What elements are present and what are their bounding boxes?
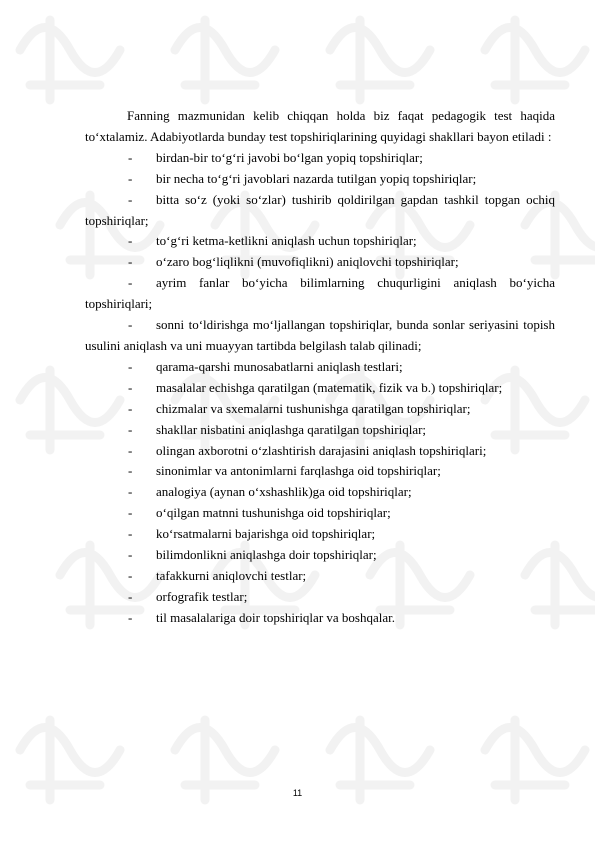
- list-item-text: shakllar nisbatini aniqlashga qaratilgan topshiriqlar;: [156, 421, 427, 437]
- list-dash: -: [128, 233, 133, 249]
- list-item-text: bitta so‘z (yoki so‘zlar) tushirib qoldirilgan gapdan tashkil topgan ochiq topshiriqlar;: [85, 191, 555, 228]
- list-item-text: chizmalar va sxemalarni tushunishga qaratilgan topshiriqlar;: [156, 400, 471, 416]
- watermark-glyph: [20, 20, 120, 100]
- list-dash: -: [128, 609, 133, 625]
- list-item-text: til masalalariga doir topshiriqlar va boshqalar.: [156, 609, 395, 625]
- list-dash: -: [128, 149, 133, 165]
- list-item-text: sinonimlar va antonimlarni farqlashga oid topshiriqlar;: [156, 463, 441, 479]
- watermark-glyph: [175, 20, 275, 100]
- list-item: [85, 608, 555, 629]
- list-item: [85, 441, 555, 462]
- list-item-text: to‘g‘ri ketma-ketlikni aniqlash uchun topshiriqlar;: [156, 233, 417, 249]
- list-item: [85, 461, 555, 482]
- list-dash: -: [128, 317, 133, 333]
- list-item: [85, 148, 555, 169]
- list-dash: -: [128, 588, 133, 604]
- list-dash: -: [128, 567, 133, 583]
- list-item-text: ayrim fanlar bo‘yicha bilimlarning chuqurligini aniqlash bo‘yicha topshiriqlari;: [85, 275, 555, 312]
- list-item: [85, 566, 555, 587]
- list-dash: -: [128, 379, 133, 395]
- list-dash: -: [128, 463, 133, 479]
- list-item: [85, 252, 555, 273]
- list-item-text: ko‘rsatmalarni bajarishga oid topshiriqlar;: [156, 526, 376, 542]
- list-item-text: masalalar echishga qaratilgan (matematik, fizik va b.) topshiriqlar;: [156, 379, 503, 395]
- list-dash: -: [128, 400, 133, 416]
- list-item-text: olingan axborotni o‘zlashtirish darajasini aniqlash topshiriqlari;: [156, 442, 487, 458]
- list-dash: -: [128, 358, 133, 374]
- list-item: [85, 273, 555, 315]
- list-item-text: birdan-bir to‘g‘ri javobi bo‘lgan yopiq topshiriqlar;: [156, 149, 423, 165]
- list-dash: -: [128, 254, 133, 270]
- list-item: [85, 399, 555, 420]
- list-item-text: tafakkurni aniqlovchi testlar;: [156, 567, 307, 583]
- list-item: [85, 587, 555, 608]
- list-item-text: sonni to‘ldirishga mo‘ljallangan topshiriqlar, bunda sonlar seriyasini topish usulini aniqlash va uni muayyan tartibda belgilash talab qilinadi;: [85, 317, 555, 353]
- list-item: [85, 524, 555, 545]
- list-dash: -: [128, 505, 133, 521]
- test-forms-list: [85, 148, 555, 629]
- list-item: [85, 357, 555, 378]
- list-item: [85, 378, 555, 399]
- list-dash: -: [128, 484, 133, 500]
- list-item-text: o‘qilgan matnni tushunishga oid topshiriqlar;: [156, 505, 391, 521]
- watermark-glyph: [330, 20, 430, 100]
- list-dash: -: [128, 526, 133, 542]
- list-dash: -: [128, 442, 133, 458]
- list-item-text: orfografik testlar;: [156, 588, 248, 604]
- list-item-text: analogiya (aynan o‘xshashlik)ga oid topshiriqlar;: [156, 484, 412, 500]
- list-item-text: bilimdonlikni aniqlashga doir topshiriqlar;: [156, 547, 377, 563]
- list-item: [85, 420, 555, 441]
- list-item-text: bir necha to‘g‘ri javoblari nazarda tutilgan yopiq topshiriqlar;: [156, 170, 477, 186]
- list-item: [85, 545, 555, 566]
- intro-paragraph: Fanning mazmunidan kelib chiqqan holda biz faqat pedagogik test haqida to‘xtalamiz. Adabiyotlarda bunday test topshiriqlarining quyidagi shakllari bayon etiladi :: [85, 108, 555, 144]
- list-dash: -: [128, 275, 133, 291]
- watermark-glyph: [485, 20, 585, 100]
- list-dash: -: [128, 191, 133, 207]
- list-item-text: qarama-qarshi munosabatlarni aniqlash testlari;: [156, 358, 403, 374]
- list-item-text: o‘zaro bog‘liqlikni (muvofiqlikni) aniqlovchi topshiriqlar;: [156, 254, 459, 270]
- list-item: [85, 482, 555, 503]
- main-text: [85, 106, 555, 629]
- list-dash: -: [128, 170, 133, 186]
- list-item: [85, 315, 555, 357]
- list-item: [85, 503, 555, 524]
- list-item: [85, 169, 555, 190]
- page-number: 11: [292, 788, 303, 798]
- list-dash: -: [128, 547, 133, 563]
- list-dash: -: [128, 421, 133, 437]
- list-item: [85, 231, 555, 252]
- list-item: [85, 190, 555, 232]
